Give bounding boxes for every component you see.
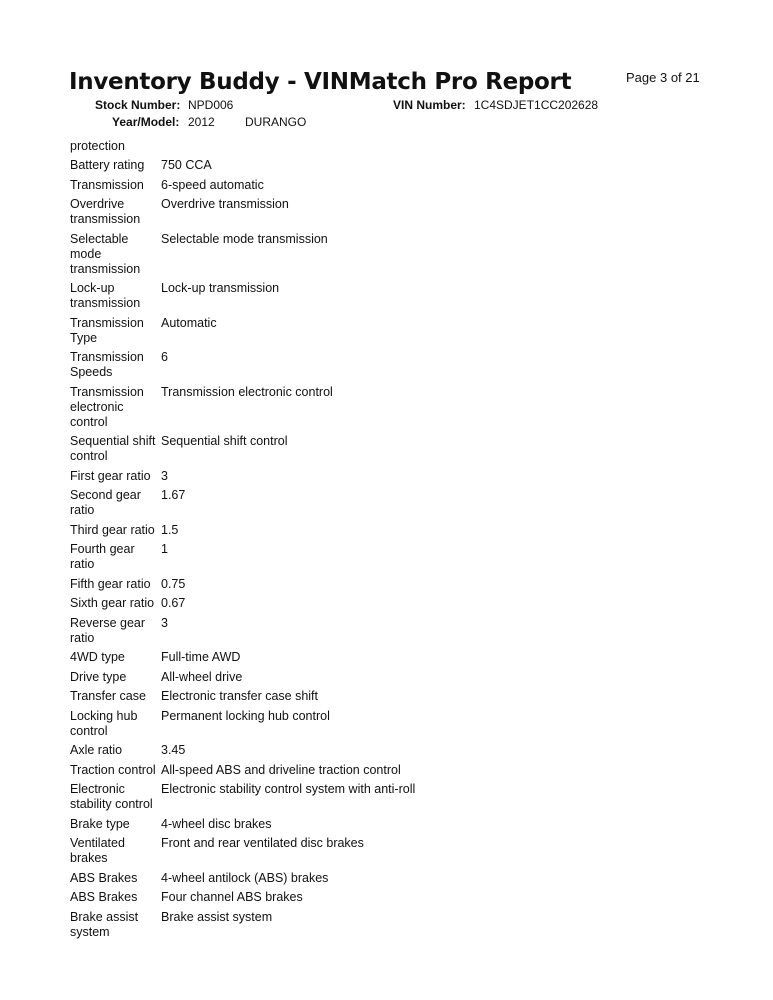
spec-row (70, 709, 490, 739)
spec-label: Reverse gear ratio (70, 615, 146, 645)
spec-row (70, 469, 490, 484)
vin-number-label: VIN Number: (393, 98, 466, 112)
spec-value: 3.45 (161, 743, 186, 757)
spec-value: Electronic transfer case shift (161, 689, 319, 703)
spec-row (70, 577, 490, 592)
spec-value: All-wheel drive (161, 669, 243, 684)
spec-row (70, 197, 490, 227)
spec-label: Fourth gear ratio (70, 542, 135, 571)
spec-label: Brake assist system (70, 909, 139, 939)
spec-label: Transfer case (70, 689, 146, 703)
page-number: Page 3 of 21 (626, 70, 700, 85)
spec-value: 0.75 (161, 576, 186, 591)
spec-label: Sequential shift control (70, 434, 156, 463)
spec-row (70, 689, 490, 704)
spec-label: Transmission Type (70, 315, 144, 345)
spec-row (70, 158, 490, 173)
spec-label: Third gear ratio (70, 522, 155, 537)
spec-label: ABS Brakes (70, 890, 138, 904)
spec-value: 6-speed automatic (161, 177, 264, 192)
spec-label: Lock-up transmission (70, 281, 141, 310)
spec-label: Transmission Speeds (70, 350, 144, 379)
spec-row (70, 890, 490, 905)
spec-value: 6 (161, 350, 168, 364)
spec-label: Battery rating (70, 158, 145, 172)
spec-label: Traction control (70, 762, 156, 777)
spec-label: 4WD type (70, 650, 125, 664)
spec-label: First gear ratio (70, 468, 151, 483)
stock-number-label: Stock Number: (95, 98, 181, 112)
spec-row (70, 650, 490, 665)
spec-row (70, 743, 490, 758)
spec-row (70, 670, 490, 685)
spec-row (70, 782, 490, 812)
report-title: Inventory Buddy - VINMatch Pro Report (69, 69, 572, 95)
spec-value: 750 CCA (161, 158, 212, 172)
spec-label: Second gear ratio (70, 488, 141, 517)
spec-value: All-speed ABS and driveline traction control (161, 762, 401, 777)
spec-value: 4-wheel disc brakes (161, 816, 272, 831)
spec-value: 1.67 (161, 488, 186, 502)
spec-value: 0.67 (161, 596, 186, 610)
spec-row (70, 488, 490, 518)
spec-label: Brake type (70, 816, 130, 831)
spec-value: Front and rear ventilated disc brakes (161, 836, 364, 850)
continued-text: protection (70, 139, 125, 153)
spec-value: Four channel ABS brakes (161, 890, 303, 904)
spec-value: Electronic stability control system with anti-roll (161, 782, 416, 796)
spec-value: Permanent locking hub control (161, 708, 330, 723)
spec-row (70, 523, 490, 538)
spec-row (70, 817, 490, 832)
stock-number-value: NPD006 (188, 98, 234, 112)
spec-row (70, 178, 490, 193)
spec-row (70, 385, 490, 430)
spec-value: Selectable mode transmission (161, 231, 328, 246)
spec-value: Brake assist system (161, 909, 273, 924)
spec-value: 3 (161, 468, 168, 483)
spec-row (70, 596, 490, 611)
spec-label: Axle ratio (70, 743, 123, 757)
spec-value: Overdrive transmission (161, 197, 289, 211)
spec-label: Ventilated brakes (70, 836, 125, 865)
spec-row (70, 350, 490, 380)
spec-row (70, 281, 490, 311)
spec-value: 1 (161, 542, 168, 556)
spec-row (70, 434, 490, 464)
spec-label: Electronic stability control (70, 782, 153, 811)
year-model-label: Year/Model: (112, 115, 180, 129)
spec-value: Transmission electronic control (161, 384, 333, 399)
spec-label: Locking hub control (70, 708, 138, 738)
spec-value: Lock-up transmission (161, 281, 280, 295)
spec-value: Full-time AWD (161, 650, 241, 664)
spec-row (70, 763, 490, 778)
spec-value: Sequential shift control (161, 434, 288, 448)
spec-row (70, 316, 490, 346)
vin-number-value: 1C4SDJET1CC202628 (474, 98, 599, 112)
model-value: DURANGO (245, 115, 307, 129)
spec-row (70, 871, 490, 886)
spec-label: Transmission electronic control (70, 384, 144, 429)
spec-label: Selectable mode transmission (70, 231, 141, 276)
spec-value: Automatic (161, 315, 217, 330)
spec-list (70, 139, 490, 944)
spec-value: 1.5 (161, 522, 179, 537)
spec-label: Sixth gear ratio (70, 596, 155, 610)
spec-value: 4-wheel antilock (ABS) brakes (161, 870, 329, 885)
spec-row (70, 836, 490, 866)
spec-row (70, 910, 490, 940)
spec-row (70, 542, 490, 572)
spec-label: Fifth gear ratio (70, 576, 151, 591)
spec-label: ABS Brakes (70, 870, 138, 885)
spec-label: Drive type (70, 669, 127, 684)
spec-label: Overdrive transmission (70, 197, 141, 226)
spec-value: 3 (161, 615, 168, 630)
spec-row (70, 232, 490, 277)
spec-row (70, 616, 490, 646)
spec-label: Transmission (70, 177, 144, 192)
year-value: 2012 (188, 115, 215, 129)
